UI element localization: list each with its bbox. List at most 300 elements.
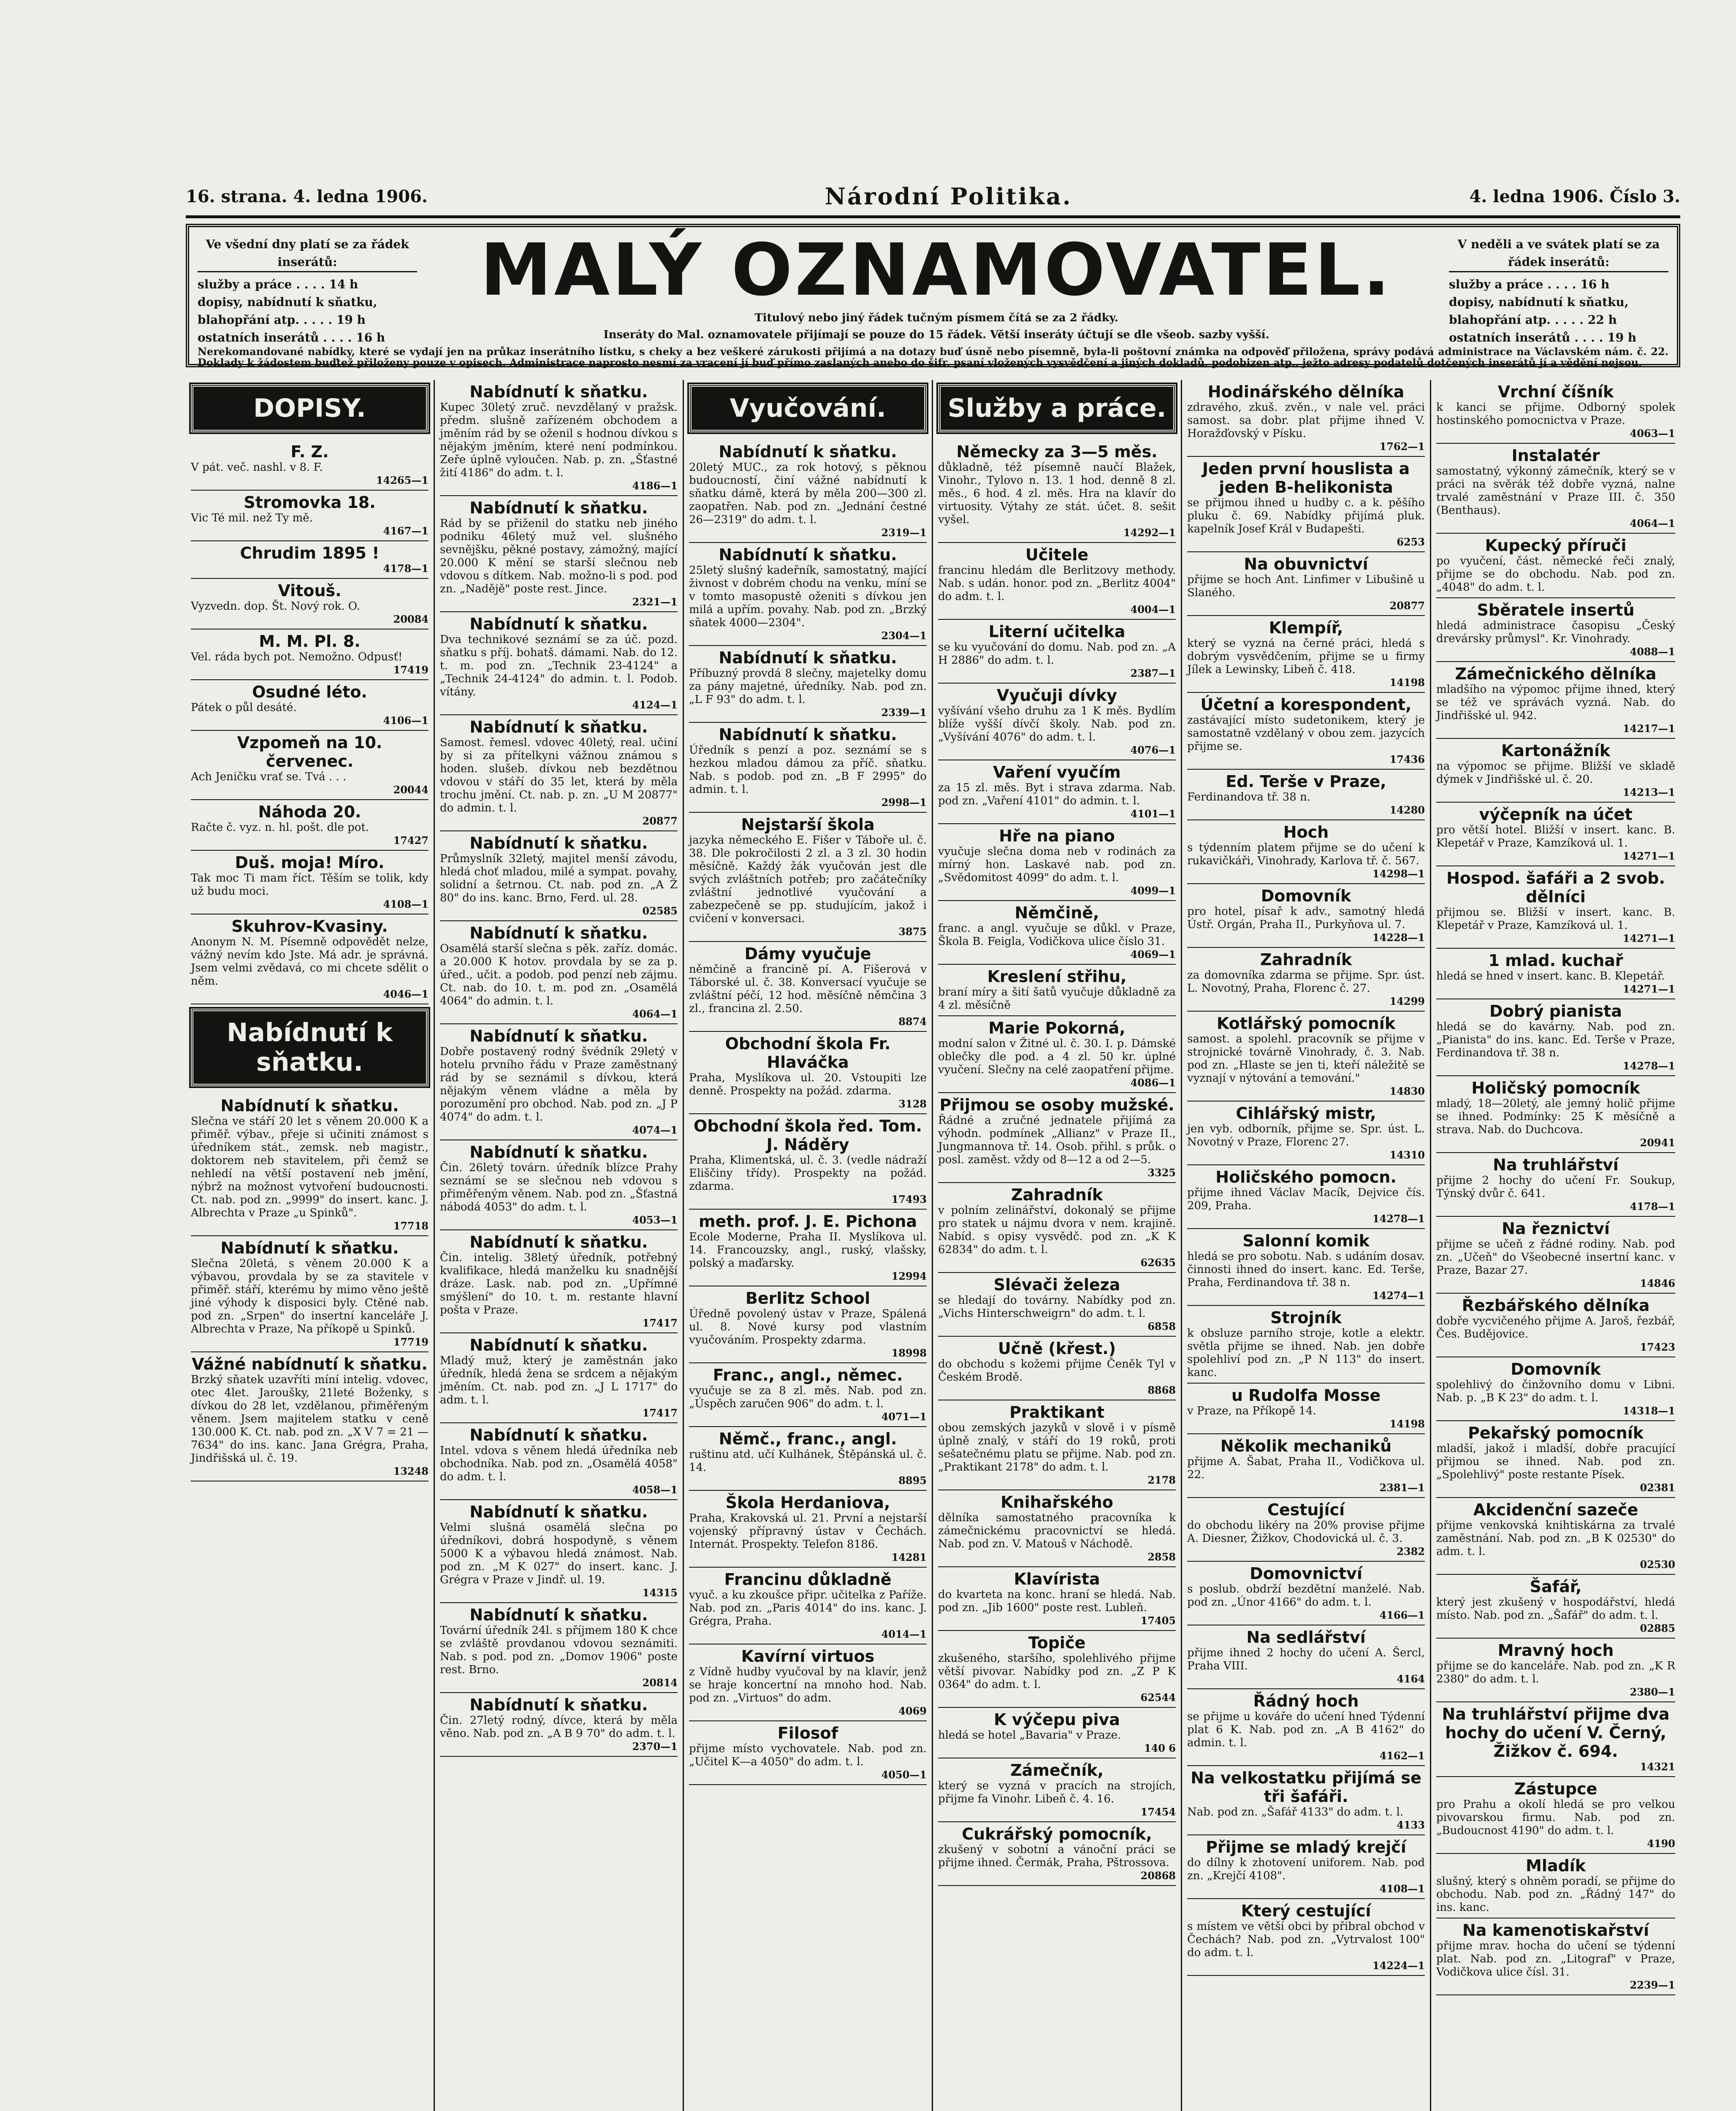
ad-number: 20084 [393,613,429,625]
ad-body: hledá administrace časopisu „Český drevársky průmysl". Kr. Vinohrady. [1436,619,1675,645]
ad-number: 4004—1 [1130,603,1176,616]
rate-line: blahopřání atp. . . . . 19 h [198,313,366,327]
ad-body: francinu hledám dle Berlitzovy methody. Nab. s udán. honor. pod zn. „Berlitz 4004" do adm. t. l. [938,564,1176,603]
ad-heading: Nabídnutí k sňatku. [719,545,897,564]
ad-number: 2239—1 [1630,1979,1675,1991]
ad-heading: Nabídnutí k sňatku. [220,1096,399,1115]
classified-ad [689,942,927,1032]
ad-heading: Hodinářského dělníka [1207,383,1405,401]
ad-number: 14198 [1389,676,1425,689]
ad-number: 6253 [1397,536,1425,548]
ad-heading: Na sedlářství [1246,1628,1366,1647]
ad-heading: Chrudim 1895 ! [240,544,380,562]
section-banner: Vyučování. [689,384,927,432]
ad-body: z Vídně hudby vyučoval by na klavír, jenž se hraje koncertní na mnoho hod. Nab. pod zn. „Virtuos" do adm. [689,1666,927,1704]
ad-heading: Učně (křest.) [998,1339,1116,1358]
classified-ad [191,579,429,630]
ad-heading: Domovník [1511,1360,1601,1378]
ad-body: braní míry a šití šatů vyučuje důkladně za 4 zl. měsíčně [938,986,1176,1012]
ad-body: důkladně, též písemně naučí Blažek, Vinohr., Tylovo n. 13. 1 hod. denně 8 zl. měs., 6 hod. 4 zl. měs. Hra na klavír do virtuosity. Výtahy ze stát. účet. 8. sešit vyšel. [938,461,1176,526]
ad-heading: Berlitz School [745,1289,871,1308]
ad-number: 14315 [642,1587,678,1599]
ad-body: Ecole Moderne, Praha II. Myslíkova ul. 14. Francouzsky, angl., ruský, vlašsky, polský a maďarsky. [689,1231,927,1270]
ad-heading: Zámečnického dělníka [1455,665,1657,683]
ad-body: pro Prahu a okolí hledá se pro velkou pivovarskou firmu. Nab. pod zn. „Budoucnost 4190" do adm. t. l. [1436,1798,1675,1837]
ad-number: 02585 [642,905,678,917]
ad-number: 4164 [1397,1673,1425,1685]
classified-ad [938,965,1176,1016]
ad-body: mladý, 18—20letý, ale jemný holič přijme se ihned. Podmínky: 25 K měsíčně a strava. Nab. do Duchcova. [1436,1097,1675,1136]
classified-ad [689,1210,927,1286]
ad-heading: K výčepu piva [994,1710,1120,1729]
classified-ad [689,1568,927,1644]
classified-ad [1436,1777,1675,1854]
ad-heading: Strojník [1270,1308,1342,1327]
ad-number: 4069—1 [1130,948,1176,961]
ad-number: 14198 [1389,1418,1425,1430]
classified-ad [1436,662,1675,739]
classified-ad [1187,1384,1425,1434]
classified-ad [938,684,1176,760]
ad-number: 4106—1 [383,714,429,727]
classified-ad [938,1567,1176,1631]
ad-number: 14310 [1389,1149,1425,1161]
rate-line: ostatních inserátů . . . . 16 h [198,331,385,345]
ad-number: 2178 [1147,1474,1176,1486]
ad-number: 4076—1 [1130,744,1176,756]
ad-number: 3875 [898,925,927,938]
ad-body: Mladý muž, který je zaměstnán jako úředník, hledá žena se srdcem a nějakým jměním. Ct. nab. pod zn. „J L 1717" do adm. t. l. [440,1354,678,1406]
masthead-title: MALÝ OZNAMOVATEL. [480,228,1393,312]
holiday-rate-box [1449,236,1668,345]
classified-ad [440,1693,678,1757]
ad-heading: Vyučuji dívky [996,686,1118,705]
page-frame [186,177,1680,2111]
ad-number: 4064—1 [632,1008,678,1020]
ad-body: přijme A. Šabat, Praha II., Vodičkova ul. 22. [1187,1455,1425,1481]
ad-number: 2370—1 [632,1740,678,1753]
ad-number: 17417 [642,1407,678,1419]
ad-body: Průmyslník 32letý, majitel menší závodu, hledá choť mladou, milé a sympat. povahy, solidní a šetrnou. Ct. nab. pod zn. „A Ž 80" do ins. kanc. Brno, Ferd. ul. 28. [440,852,678,904]
ad-number: 17417 [642,1317,678,1329]
ad-heading: Nabídnutí k sňatku. [469,1606,648,1624]
ad-heading: Akcidenční sazeče [1473,1500,1638,1519]
ad-number: 4014—1 [881,1628,927,1640]
classified-ad [689,1114,927,1210]
ad-number: 13248 [393,1465,429,1477]
ad-heading: Cestující [1267,1500,1345,1519]
ad-heading: Zahradník [1011,1186,1103,1204]
ad-number: 17405 [1140,1614,1176,1627]
ad-body: obou zemských jazyků v slově i v písmě úplně znalý, v stáří do 19 roků, proti sešatečnému platu se přijme. Nab. pod zn. „Praktikant 2178" do adm. t. l. [938,1422,1176,1473]
ad-heading: Nabídnutí k sňatku. [469,1233,648,1251]
ad-body: Praha, Klimentská, ul. č. 3. (vedle nádraží Eliščiny třídy). Prospekty na požád. zdarma. [689,1154,927,1193]
ad-number: 62544 [1140,1691,1176,1704]
ad-body: jen vyb. odborník, přijme se. Spr. úst. L. Novotný v Praze, Florenc 27. [1187,1123,1425,1148]
rate-line: blahopřání atp. . . . . 22 h [1449,313,1617,327]
ad-number: 20877 [642,815,678,827]
ad-number: 17718 [393,1220,429,1232]
ad-body: se přijme u kováře do učení hned Týdenní plat 6 K. Nab. pod zn. „A B 4162" do admin. t. l. [1187,1710,1425,1749]
ad-number: 2858 [1147,1551,1176,1563]
classified-ad [440,1230,678,1333]
ad-heading: Kotlářský pomocník [1216,1014,1396,1033]
classified-ad [440,1603,678,1693]
ad-number: 4178—1 [383,562,429,575]
classified-ad [689,813,927,942]
ad-body: hledá se hned v insert. kanc. B. Klepetář. [1436,970,1665,982]
ad-heading: Stromovka 18. [244,493,376,512]
classified-ad [1436,866,1675,949]
classified-ad [689,646,927,723]
ad-number: 4088—1 [1630,646,1675,658]
ad-heading: Instalatér [1511,446,1600,465]
ad-number: 2382 [1397,1545,1425,1557]
ad-number: 4186—1 [632,480,678,492]
ad-number: 14217—1 [1622,722,1675,735]
ad-heading: Domovnictví [1250,1564,1362,1583]
classified-ad [1436,598,1675,662]
classified-ad [440,1333,678,1423]
classified-ad [938,620,1176,684]
ad-heading: Kavírní virtuos [741,1647,875,1666]
ad-number: 12994 [891,1270,927,1282]
classified-ad [1436,739,1675,803]
ad-heading: Na velkostatku přijímá se tři šafáři. [1191,1769,1421,1806]
classified-ad [1436,999,1675,1076]
ad-body: přijme 2 hochy do učení Fr. Soukup, Týnský dvůr č. 641. [1436,1174,1675,1200]
ad-body: k kanci se přijme. Odborný spolek hostinského pomocnictva v Praze. [1436,401,1675,427]
ad-number: 8874 [898,1015,927,1028]
ad-number: 17423 [1640,1341,1675,1353]
ad-number: 14280 [1389,804,1425,816]
classified-ad [689,1491,927,1568]
ad-heading: Hoch [1283,823,1329,841]
ad-heading: Účetní a korespondent, [1200,695,1412,714]
classified-ad [1187,693,1425,770]
classified-ad [191,1352,429,1481]
section-banner: DOPISY. [191,384,429,432]
ad-number: 4101—1 [1130,808,1176,820]
ad-number: 14274—1 [1372,1289,1425,1302]
ad-heading: Francinu důkladně [724,1570,892,1589]
ad-heading: Nabídnutí k sňatku. [469,1503,648,1521]
ad-number: 14318—1 [1622,1405,1675,1417]
ad-heading: Zahradník [1260,950,1352,969]
ad-heading: Který cestující [1241,1902,1371,1920]
classified-ad [1436,1217,1675,1294]
ad-body: přijme se učeň z řádné rodiny. Nab. pod zn. „Učeň" do Všeobecné insertní kanc. v Praze, Bazar 27. [1436,1238,1675,1277]
ad-number: 17719 [393,1336,429,1348]
ad-body: zkušený v sobotní a vánoční práci se přijme ihned. Čermák, Praha, Pštrossova. [938,1843,1176,1869]
ad-heading: Několik mechaniků [1220,1437,1392,1455]
ad-heading: Nabídnutí k sňatku. [469,1696,648,1714]
classified-ad [938,1822,1176,1886]
ad-number: 14321 [1640,1761,1675,1773]
ad-body: Pátek o půl desáté. [191,701,297,714]
ad-heading: M. M. Pl. 8. [259,632,361,651]
ad-heading: Nabídnutí k sňatku. [719,442,897,461]
classified-ad [689,1363,927,1427]
ad-heading: výčepník na účet [1479,805,1633,824]
ad-heading: u Rudolfa Mosse [1231,1386,1381,1405]
ad-column-1 [186,380,435,2111]
ad-body: s poslub. obdrží bezdětní manželé. Nab. pod zn. „Únor 4166" do adm. t. l. [1187,1583,1425,1609]
classified-ad [1187,1766,1425,1835]
ad-body: který jest zkušený v hospodářství, hledá místo. Nab. pod zn. „Šafář" do adm. t. l. [1436,1596,1675,1622]
ad-number: 14281 [891,1551,927,1563]
ad-body: Ferdinandova tř. 38 n. [1187,791,1311,803]
classified-ad [1187,1229,1425,1306]
ad-heading: F. Z. [290,442,329,461]
ad-body: Úředník s penzí a poz. seznámí se s hezkou mladou dámou za příč. sňatku. Nab. s podob. pod zn. „B F 2995" do admin. t. l. [689,744,927,796]
ad-heading: Nabídnutí k sňatku. [719,725,897,744]
ad-body: za domovníka zdarma se přijme. Spr. úst. L. Novotný, Praha, Florenc č. 27. [1187,969,1425,995]
classified-ad [1187,948,1425,1012]
ad-body: Řádné a zručné jednatele přijímá za výhodn. podmínek „Allianz" v Praze II., Jungmannova tř. 14. Osob. přihl. s průk. o posl. zaměst. vždy od 8—12 a od 2—5. [938,1114,1176,1166]
ad-number: 14846 [1640,1277,1675,1289]
ad-body: franc. a angl. vyučuje se důkl. v Praze, Škola B. Feigla, Vodičkova ulice číslo 31. [938,922,1176,948]
classified-ad [1187,820,1425,884]
ad-body: Rád by se přiženil do statku neb jiného podniku 46letý muž vel. slušného sevnějšku, pěkné postavy, zámožný, mající 20.000 K mění se starší slečnou neb vdovou s dítkem. Nab. možno-li s pod. pod zn. „Nadějě" poste rest. Jince. [440,517,678,595]
ad-body: do kvarteta na konc. hraní se hledá. Nab. pod zn. „Jib 1600" poste rest. Lubleň. [938,1588,1176,1614]
ad-number: 4071—1 [881,1411,927,1423]
classified-ad [689,1286,927,1363]
classified-ad [191,1236,429,1352]
classified-ad [440,612,678,715]
classified-ad [1187,1102,1425,1165]
ad-heading: Cihlářský mistr, [1236,1104,1376,1123]
ad-heading: Hře na piano [999,827,1115,845]
ad-heading: Přijme se mladý krejčí [1206,1838,1406,1856]
ad-number: 14299 [1389,995,1425,1007]
ad-body: Slečna ve stáří 20 let s věnem 20.000 K a přiměř. výbav., přeje si učiniti známost s úředníkem stát., zemsk. neb magistr., doktorem neb stavitelem, při čemž se nehledí na větší postavení neb jmění, nýbrž na možnost vytvoření budoucnosti. Ct. nab. pod zn. „9999" do insert. kanc. J. Albrechta v Praze „u Spinků". [191,1115,429,1219]
issue-date-number: 4. ledna 1906. Číslo 3. [1469,186,1680,206]
ad-heading: Německy za 3—5 měs. [956,442,1158,461]
masthead-subtitle: Titulový nebo jiný řádek tučným písmem čítá se za 2 řádky. [754,312,1118,324]
ad-heading: Vzpomeň na 10. červenec. [237,733,382,771]
classified-ad [191,914,429,1004]
classified-ad [689,543,927,646]
classified-ad [1187,770,1425,820]
ad-heading: Škola Herdaniova, [725,1493,890,1512]
ad-body: do obchodu s kožemi přijme Čeněk Tyl v Českém Brodě. [938,1358,1176,1384]
ad-column-3 [684,380,933,2111]
ad-number: 4167—1 [383,525,429,537]
classified-ad [938,440,1176,543]
ad-body: pro hotel, písař k adv., samotný hledá Ústř. Orgán, Praha II., Purkyňova ul. 7. [1187,905,1425,931]
ad-number: 2998—1 [881,796,927,809]
classified-ad [440,496,678,612]
ad-number: 4108—1 [1379,1883,1425,1895]
ad-column-6 [1431,380,1680,2111]
classified-ad [938,1758,1176,1822]
ad-number: 4064—1 [1630,517,1675,529]
ad-body: Intel. vdova s věnem hledá úředníka neb obchodníka. Nab. pod zn. „Osamělá 4058" do adm. t. l. [440,1444,678,1483]
ad-body: Úředně povolený ústav v Praze, Spálená ul. 8. Nové kursy pod vlastním vyučováním. Prospekty zdarma. [689,1308,927,1346]
ad-body: ruštinu atd. učí Kulhánek, Štěpánská ul. č. 14. [689,1448,927,1474]
rate-line: dopisy, nabídnutí k sňatku, [1449,295,1629,309]
ad-heading: Nabídnutí k sňatku. [469,834,648,852]
masthead-notice: Nerekomandované nabídky, které se vydají jen na průkaz inserátního lístku, s cheky a bez veškeré zárukosti přijímá a na dotazy buď úsně nebo písemně, byla-li poštovní známka na odpověď přiložena, správy podává administrace na Václavském nám. č. 22. Doklady k žádostem buďtež přiloženy pouze v opisech. Administrace naprosto nesmí za vracení jí buď přímo zaslaných anebo do šifr. psaní vložených vysvědčení a jiných dokladů, podobizen atp., ježto adresy podatelů dotčených inserátů jí a vědění nejsou. [198,345,1668,369]
classified-ad [689,1427,927,1491]
ad-body: Tovární úředník 24l. s příjmem 180 K chce se zvláště provdanou vdovou seznámiti. Nab. s pod. pod zn. „Domov 1906" poste rest. Brno. [440,1624,678,1676]
rate-line: ostatních inserátů . . . . 19 h [1449,331,1637,345]
classified-ad [938,901,1176,965]
ad-heading: Přijmou se osoby mužské. [939,1096,1175,1114]
ad-heading: Na obuvnictví [1244,555,1368,573]
ad-body: dobře vycvičeného přijme A. Jaroš, řezbář, Čes. Budějovice. [1436,1315,1675,1340]
ad-heading: Klempíř, [1269,619,1343,637]
ad-body: pro větší hotel. Bližší v insert. kanc. B. Klepetář v Praze, Kamzíková ul. 1. [1436,824,1675,849]
ad-body: Dva technikové seznámí se za úč. pozd. sňatku s příj. bohatš. dámami. Nab. do 12. t. m. pod zn. „Technik 23-4124" a „Technik 24-4124" do admin. t. l. Podob. vítány. [440,633,678,698]
classified-ad [938,1490,1176,1567]
ad-body: mladšího na výpomoc přijme ihned, který se též ve správách vyzná. Nab. do Jindřišské ul. 942. [1436,683,1675,722]
ad-heading: Nabídnutí k sňatku. [469,1143,648,1161]
ad-body: zdravého, zkuš. zvěn., v nale vel. práci samost. sa dobr. plat přijme ihned V. Horažďovský v Písku. [1187,401,1425,440]
ad-heading: Nabídnutí k sňatku. [469,1426,648,1444]
classified-ad [440,1500,678,1603]
ad-heading: 1 mlad. kuchař [1488,951,1623,970]
classified-ad [938,760,1176,824]
ad-heading: Řezbářského dělníka [1462,1296,1650,1315]
ad-heading: Topiče [1028,1633,1086,1652]
ad-body: Samost. řemesl. vdovec 40letý, real. učiní by si za přítelkyni vážnou známou s hoden. slušeb. dívkou neb bezdětnou vdovou v stáří do 35 let, která by měla trochu jmění. Ct. nab. p. zn. „U M 20877" do admin. t. l. [440,736,678,814]
ad-number: 62635 [1140,1256,1176,1269]
ad-body: Brzký sňatek uzavříti míní intelig. vdovec, otec 4let. Jaroušky, 21leté Boženky, s dívkou do 28 let, vzdělanou, přiměřeným věnem. Jsem majitelem statku v ceně 130.000 K. Ct. nab. pod zn. „X V 7 = 21 — 7634" do ins. kanc. Jana Grégra, Praha, Jindřišská ul. č. 19. [191,1373,429,1465]
ad-heading: Nabídnutí k sňatku. [220,1239,399,1257]
ad-number: 20941 [1640,1137,1675,1149]
rate-line: dopisy, nabídnutí k sňatku, [198,295,377,309]
ad-body: zkušeného, staršího, spolehlivého přijme větší pivovar. Nabídky pod zn. „Z P K 0364" do adm. t. l. [938,1652,1176,1691]
ad-body: s týdenním platem přijme se do učení k rukavičkáři, Vinohrady, Karlova tř. č. 567. [1187,841,1425,867]
ad-heading: Cukrářský pomocník, [962,1825,1152,1843]
ad-number: 14292—1 [1123,526,1176,539]
ad-body: se přijmou ihned u hudby c. a k. pěšího pluku č. 69. Nabídky přijímá pluk. kapelník Josef Král v Budapešti. [1187,497,1425,535]
section-banner: Nabídnutí k sňatku. [191,1009,429,1086]
classified-ad [689,1644,927,1721]
ad-number: 17427 [393,834,429,847]
ad-body: Příbuzný provdá 8 slečny, majetelky domu za pány majetné, úředníky. Nab. pod zn. „L F 93" do adm. t. l. [689,667,927,706]
ad-number: 2381—1 [1379,1481,1425,1494]
ad-body: vyučuje se za 8 zl. měs. Nab. pod zn. „Úspěch zaručen 906" do adm. t. l. [689,1384,927,1410]
ad-number: 4190 [1647,1837,1675,1850]
ad-heading: Salonní komik [1242,1232,1370,1250]
classified-ad [1436,1918,1675,1995]
ad-number: 17454 [1140,1806,1176,1818]
ad-heading: Nabídnutí k sňatku. [469,383,648,401]
classified-ad [1187,552,1425,616]
classified-ad [689,1032,927,1114]
ad-heading: Němčině, [1014,904,1099,922]
classified-ad [1187,1562,1425,1625]
classified-ad [1436,1854,1675,1918]
ad-heading: Klavírista [1014,1570,1100,1588]
ad-number: 02885 [1640,1622,1675,1634]
ad-body: do dílny k zhotovení uniforem. Nab. pod zn. „Krejčí 4108". [1187,1856,1425,1882]
ad-body: do obchodu likéry na 20% provise přijme A. Diesner, Žižkov, Chodovická ul. č. 3. [1187,1519,1425,1545]
classified-ad [1187,1835,1425,1899]
ad-body: slušný, který s ohněm poradí, se přijme do obchodu. Nab. pod zn. „Řádný 147" do ins. kanc. [1436,1875,1675,1914]
ad-body: Račte č. vyz. n. hl. pošt. dle pot. [191,821,369,834]
ad-number: 140 6 [1144,1742,1176,1754]
classified-ad [1187,884,1425,948]
ad-heading: Náhoda 20. [258,803,361,821]
ad-number: 2319—1 [881,526,927,539]
classified-ad [1187,1689,1425,1766]
ad-heading: Praktikant [1009,1403,1104,1422]
ad-heading: Obchodní škola řed. Tom. J. Náděry [694,1117,922,1154]
classified-ad [191,541,429,579]
classified-ad [1187,616,1425,693]
classified-ad [440,1140,678,1230]
ad-body: Čin. 26letý továrn. úředník blízce Prahy seznámí se se slečnou neb vdovou s přiměřeným věnem. Nab. pod zn. „Šťastná nábodá 4053" do adm. t. l. [440,1161,678,1213]
ad-number: 8868 [1147,1384,1176,1396]
ad-heading: Pekařský pomocník [1467,1424,1644,1442]
ad-body: za 15 zl. měs. Byt i strava zdarma. Nab. pod zn. „Vaření 4101" do admin. t. l. [938,781,1176,807]
ad-columns [186,380,1680,2111]
classified-ad [191,851,429,914]
ad-body: Slečna 20letá, s věnem 20.000 K a výbavou, provdala by se za stavitele v přiměř. stáří, kterému by mimo věno ještě jiné výhody k disposici byly. Ctěné nab. pod zn. „Srpen" do insertní kanceláře J. Albrechta v Praze, Na příkopě u Spinků. [191,1257,429,1335]
classified-ad [1187,457,1425,552]
ad-body: přijme ihned Václav Macík, Dejvice čís. 209, Praha. [1187,1186,1425,1212]
ad-body: se hledají do továrny. Nabídky pod zn. „Vichs Hinterschweigrn" do adm. t. l. [938,1294,1176,1320]
classified-ad [938,1631,1176,1708]
ad-body: dělníka samostatného pracovníka k zámečnickému pracovnictví se hledá. Nab. pod zn. V. Matouš v Náchodě. [938,1511,1176,1550]
weekday-rate-heading: Ve všední dny platí se za řádek inserátů: [198,236,417,272]
ad-number: 4099—1 [1130,885,1176,897]
classified-ad [1187,1012,1425,1102]
ad-heading: Zámečník, [1010,1761,1104,1780]
classified-ad [1436,1076,1675,1153]
ad-heading: Osudné léto. [252,683,367,701]
classified-ad [938,1016,1176,1093]
ad-body: zastávající místo sudetonikem, který je samostatně vzdělaný v obou zem. jazycích přijme se. [1187,714,1425,753]
ad-heading: Zástupce [1514,1780,1598,1798]
rate-line: služby a práce . . . . 14 h [198,277,358,291]
ad-body: který se vyzná na černé práci, hledá s dobrým vysvědčením, přijme se u firmy Jílek a Lewinsky, Libeň č. 418. [1187,637,1425,676]
ad-heading: Vrchní číšník [1497,383,1614,401]
classified-ad [1187,380,1425,457]
ad-number: 3325 [1147,1167,1176,1179]
classified-ad [440,1423,678,1500]
ad-number: 14224—1 [1372,1959,1425,1972]
ad-number: 3128 [898,1098,927,1110]
ad-heading: Učitele [1025,545,1089,564]
ad-number: 14830 [1389,1085,1425,1097]
ad-body: mladší, jakož i mladší, dobře pracující přijmou se ihned. Nab. pod zn. „Spolehlivý" poste restante Písek. [1436,1442,1675,1481]
ad-body: Vic Té mil. než Ty mě. [191,512,313,524]
ad-heading: Kartonážník [1501,741,1611,760]
ad-heading: Němč., franc., angl. [719,1430,897,1448]
ad-body: hledá se hotel „Bavaria" v Praze. [938,1729,1121,1742]
ad-body: přijmou se. Bližší v insert. kanc. B. Klepetář v Praze, Kamzíková ul. 1. [1436,906,1675,932]
classified-ad [938,1337,1176,1400]
classified-ad [1436,1575,1675,1639]
ad-body: který se vyzná v pracích na strojích, přijme fa Vinohr. Libeň č. 4. 16. [938,1780,1176,1805]
classified-ad [938,1183,1176,1273]
ad-body: Praha, Krakovská ul. 21. První a nejstarší vojenský přípravný ústav v Čechách. Internát. Prospekty. Telefon 8186. [689,1512,927,1551]
ad-heading: Domovník [1261,887,1351,905]
ad-body: Tak moc Ti mam říct. Těším se tolik, kdy už budu moci. [191,872,429,898]
ad-number: 2380—1 [1630,1686,1675,1698]
ad-heading: Kupecký příruči [1485,536,1627,555]
ad-column-4 [933,380,1182,2111]
ad-number: 4046—1 [383,988,429,1000]
ad-number: 17436 [1389,753,1425,765]
classified-ad [191,680,429,731]
ad-heading: Nabídnutí k sňatku. [469,924,648,942]
